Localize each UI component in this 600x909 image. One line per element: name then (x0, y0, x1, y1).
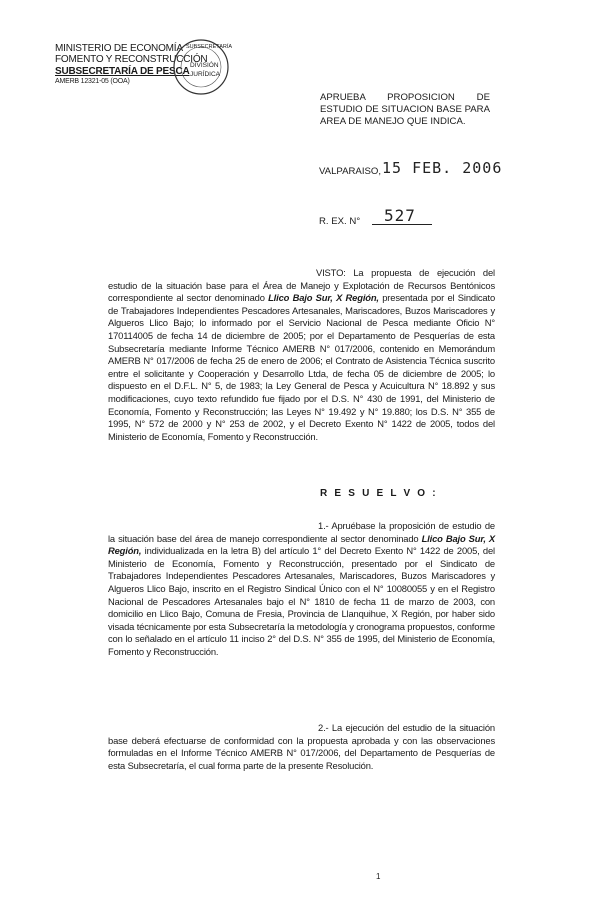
document-title (320, 92, 490, 128)
stamp-top-text: SUBSECRETARÍA (186, 44, 233, 50)
stamp-legal-text: JURÍDICA (190, 71, 220, 78)
article-1-text-start: 1.- Apruébase la proposición de estudio de la situación base del área de manejo correspondiente al sector denominado (108, 520, 495, 544)
visto-paragraph (108, 267, 495, 443)
visto-sector-name: Llico Bajo Sur, X Región, (268, 292, 379, 304)
article-1-sector-name: Llico Bajo Sur, X Región, (108, 532, 495, 557)
ministry-name: MINISTERIO DE ECONOMÍA (55, 43, 183, 54)
title-line-1: APRUEBA PROPOSICION DE (320, 92, 490, 103)
undersecretariat-name: SUBSECRETARÍA DE PESCA (55, 66, 190, 77)
resolution-number: 527 (384, 206, 416, 225)
visto-text-end: presentada por el Sindicato de Trabajadores Independientes Pescadores Artesanales, Mariscadores, Buzos Mariscadores y Algueros Llico Bajo; lo informado por el Servicio Nacional de Pesca mediante Oficio N° 170114005 de fecha 14 de diciembre de 2005; por el Departamento de Pesquerías de esta Subsecretaría mediante Informe Técnico AMERB N° 017/2006, contenido en Memorándum AMERB N° 017/2006 de fecha 25 de enero de 2006; el Contrato de Asistencia Técnica suscrito entre el solicitante y Cooperación y Desarrollo Ltda, de fecha 05 de diciembre de 2005; lo dispuesto en el D.F.L. N° 5, de 1983; la Ley General de Pesca y Acuicultura N° 18.892 y sus modificaciones, cuyo texto refundido fue fijado por el D.S. N° 430 de 1991, del Ministerio de Economía, Fomento y Reconstrucción; las Leyes N° 19.492 y N° 19.880; los D.S. N° 355 de 1995, N° 572 de 2000 y N° 253 de 2002, y el Decreto Exento N° 1422 de 2005, todos del Ministerio de Economía, Fomento y Reconstrucción. (108, 292, 496, 442)
date-stamp: 15 FEB. 2006 (382, 159, 503, 177)
article-1-paragraph (108, 520, 495, 659)
resolution-label: R. EX. N° (319, 216, 361, 227)
stamp-division-text: DIVISIÓN (190, 62, 219, 69)
reference-code: AMERB 12321-05 (OOA) (55, 78, 130, 85)
resuelvo-heading: R E S U E L V O : (320, 488, 438, 499)
article-1-text-end: individualizada en la letra B) del artículo 1° del Decreto Exento N° 1422 de 2005, del Ministerio de Economía, Fomento y Reconstrucción, presentado por el Sindicato de Trabajadores Independientes Pescadores Artesanales, Mariscadores, Buzos Mariscadores y Algueros Llico Bajo, inscrito en el Registro Sindical Único con el N° 10080055 y en el Registro Nacional de Pescadores Artesanales bajo el N° 1810 de fecha 11 de marzo de 2003, con domicilio en Llico Bajo, Comuna de Fresia, Provincia de Llanquihue, X Región, por haber sido visada técnicamente por esta Subsecretaría la metodología y cronograma propuestos, conforme con lo señalado en el artículo 11 inciso 2° del D.S. N° 355 de 1995, del Ministerio de Economía, Fomento y Reconstrucción. (108, 545, 495, 657)
visto-text-start: VISTO: La propuesta de ejecución del estudio de la situación base para el Área de Manejo y Explotación de Recursos Bentónicos correspondiente al sector denominado (108, 267, 495, 304)
title-line-3: AREA DE MANEJO QUE INDICA. (320, 116, 466, 127)
title-line-2: ESTUDIO DE SITUACION BASE PARA (320, 104, 490, 115)
article-2-paragraph: 2.- La ejecución del estudio de la situación base deberá efectuarse de conformidad con la propuesta aprobada y con las observaciones formuladas en el Informe Técnico AMERB N° 017/2006, del Departamento de Pesquerías de esta Subsecretaría, el cual forma parte de la presente Resolución. (108, 722, 495, 771)
page-mark: 1 (376, 872, 381, 881)
division-stamp (172, 38, 233, 96)
ministry-subtitle: FOMENTO Y RECONSTRUCCIÓN (55, 54, 208, 65)
date-place: VALPARAISO, (319, 166, 382, 177)
